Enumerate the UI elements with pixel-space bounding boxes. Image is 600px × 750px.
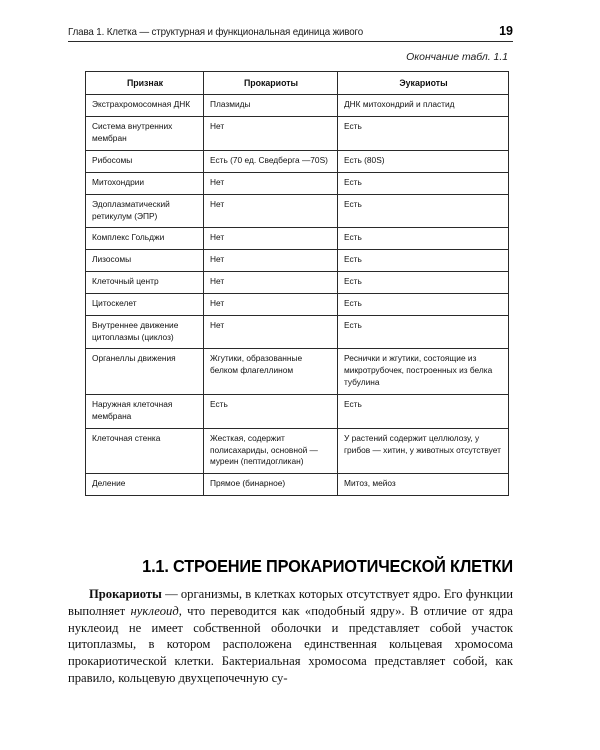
- cell-feature: Митохондрии: [86, 172, 204, 194]
- cell-prokaryotes: Прямое (бинарное): [204, 474, 338, 496]
- table-row: [86, 474, 509, 496]
- comparison-table: [85, 71, 509, 496]
- cell-eukaryotes: У растений содержит целлюлозу, у грибов — хитин, у животных отсутствует: [338, 428, 509, 474]
- running-head-title: Глава 1. Клетка — структурная и функциональная единица живого: [68, 27, 364, 38]
- table-row: [86, 117, 509, 151]
- cell-feature: Органеллы движения: [86, 349, 204, 395]
- column-header-prokaryotes: Прокариоты: [204, 72, 338, 95]
- page-number: 19: [499, 24, 513, 38]
- cell-feature: Эдоплазматический ретикулум (ЭПР): [86, 194, 204, 228]
- cell-eukaryotes: Есть: [338, 250, 509, 272]
- cell-feature: Экстрахромосомная ДНК: [86, 95, 204, 117]
- italic-term: нуклеоид: [130, 603, 179, 618]
- cell-feature: Цитоскелет: [86, 293, 204, 315]
- cell-feature: Деление: [86, 474, 204, 496]
- cell-feature: Наружная клеточная мембрана: [86, 394, 204, 428]
- cell-eukaryotes: Есть: [338, 315, 509, 349]
- cell-feature: Лизосомы: [86, 250, 204, 272]
- comparison-table-wrapper: [85, 71, 508, 496]
- cell-prokaryotes: Плазмиды: [204, 95, 338, 117]
- table-head: [86, 72, 509, 95]
- cell-prokaryotes: Нет: [204, 272, 338, 294]
- cell-eukaryotes: Есть: [338, 293, 509, 315]
- cell-prokaryotes: Нет: [204, 117, 338, 151]
- column-header-feature: Признак: [86, 72, 204, 95]
- table-row: [86, 151, 509, 173]
- cell-feature: Клеточная стенка: [86, 428, 204, 474]
- table-row: [86, 315, 509, 349]
- cell-feature: Внутреннее движение цитоплазмы (циклоз): [86, 315, 204, 349]
- table-row: [86, 394, 509, 428]
- cell-eukaryotes: Есть: [338, 228, 509, 250]
- cell-prokaryotes: Нет: [204, 250, 338, 272]
- table-row: [86, 250, 509, 272]
- table-row: [86, 349, 509, 395]
- table-caption: Окончание табл. 1.1: [406, 52, 508, 63]
- table-row: [86, 228, 509, 250]
- table-row: [86, 272, 509, 294]
- cell-eukaryotes: Есть: [338, 394, 509, 428]
- cell-eukaryotes: Митоз, мейоз: [338, 474, 509, 496]
- cell-eukaryotes: Есть: [338, 194, 509, 228]
- cell-prokaryotes: Жгутики, образованные белком флагеллином: [204, 349, 338, 395]
- cell-feature: Рибосомы: [86, 151, 204, 173]
- cell-prokaryotes: Есть (70 ед. Сведберга —70S): [204, 151, 338, 173]
- cell-prokaryotes: Нет: [204, 315, 338, 349]
- cell-eukaryotes: Есть: [338, 117, 509, 151]
- cell-feature: Система внутренних мембран: [86, 117, 204, 151]
- paragraph-part-2: , что переводится как «подобный ядру». В отличие от ядра нуклеоид не имеет собственной оболочки и представляет собой участок цитоплазмы, в котором расположена единственная кольцевая хромосома прокариотической клетки. Бактериальная хромосома представляет собой, как правило, кольцевую двухцепочечную су-: [68, 603, 514, 686]
- running-head: [68, 24, 513, 38]
- lead-term: Прокариоты: [89, 587, 162, 601]
- table-row: [86, 293, 509, 315]
- cell-prokaryotes: Жесткая, содержит полисахариды, основной — муреин (пептидогликан): [204, 428, 338, 474]
- cell-prokaryotes: Нет: [204, 172, 338, 194]
- table-body: [86, 95, 509, 496]
- cell-eukaryotes: Есть: [338, 272, 509, 294]
- table-row: [86, 428, 509, 474]
- cell-feature: Комплекс Гольджи: [86, 228, 204, 250]
- paragraph-prokaryotes: [68, 586, 513, 687]
- table-row: [86, 172, 509, 194]
- cell-eukaryotes: Есть (80S): [338, 151, 509, 173]
- cell-prokaryotes: Нет: [204, 194, 338, 228]
- cell-prokaryotes: Нет: [204, 228, 338, 250]
- table-row: [86, 194, 509, 228]
- cell-eukaryotes: ДНК митохондрий и пластид: [338, 95, 509, 117]
- cell-prokaryotes: Нет: [204, 293, 338, 315]
- cell-prokaryotes: Есть: [204, 394, 338, 428]
- cell-eukaryotes: Реснички и жгутики, состоящие из микротрубочек, построенных из белка тубулина: [338, 349, 509, 395]
- table-row: [86, 95, 509, 117]
- body-text: [68, 586, 513, 687]
- running-head-rule: [68, 41, 513, 42]
- cell-feature: Клеточный центр: [86, 272, 204, 294]
- paragraph-part-1: — организмы, в клетках которых отсутствует ядро. Его функции выполняет: [68, 587, 513, 618]
- section-heading: 1.1. СТРОЕНИЕ ПРОКАРИОТИЧЕСКОЙ КЛЕТКИ: [142, 556, 513, 576]
- cell-eukaryotes: Есть: [338, 172, 509, 194]
- column-header-eukaryotes: Эукариоты: [338, 72, 509, 95]
- table-header-row: [86, 72, 509, 95]
